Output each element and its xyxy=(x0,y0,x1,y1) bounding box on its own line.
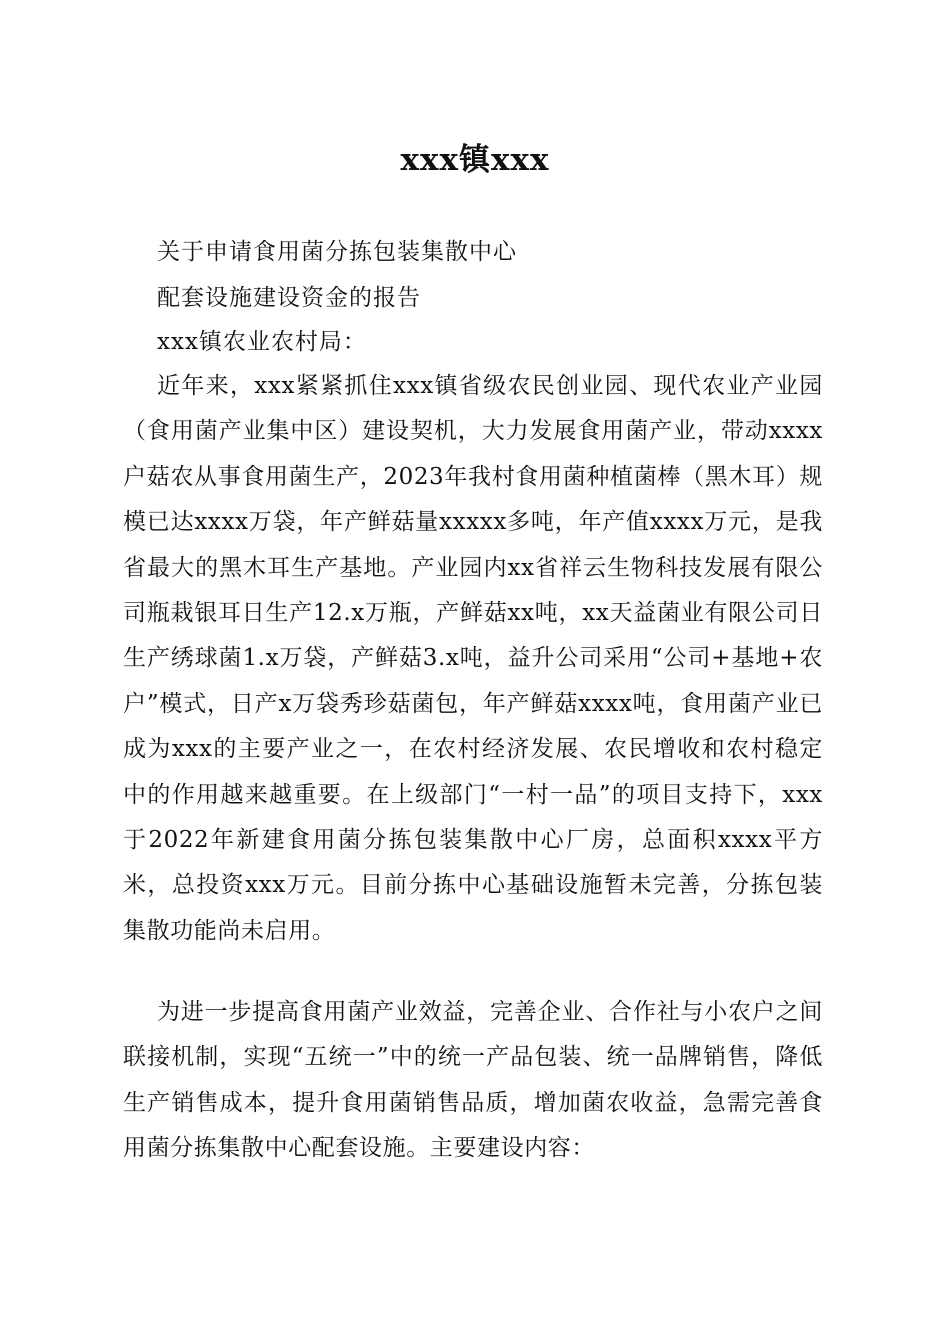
paragraph-1: 近年来，xxx紧紧抓住xxx镇省级农民创业园、现代农业产业园（食用菌产业集中区）建设契机，大力发展食用菌产业，带动xxxx户菇农从事食用菌生产，2023年我村食用菌种植菌棒（黑木耳）规模已达xxxx万袋，年产鲜菇量xxxxx多吨，年产值xxxx万元，是我省最大的黑木耳生产基地。产业园内xx省祥云生物科技发展有限公司瓶栽银耳日生产12.x万瓶，产鲜菇xx吨，xx天益菌业有限公司日生产绣球菌1.x万袋，产鲜菇3.x吨，益升公司采用“公司+基地+农户”模式，日产x万袋秀珍菇菌包，年产鲜菇xxxx吨，食用菌产业已成为xxx的主要产业之一，在农村经济发展、农民增收和农村稳定中的作用越来越重要。在上级部门“一村一品”的项目支持下，xxx于2022年新建食用菌分拣包装集散中心厂房，总面积xxxx平方米，总投资xxx万元。目前分拣中心基础设施暂未完善，分拣包装集散功能尚未启用。 xyxy=(123,373,823,944)
document-title: xxx镇xxx xyxy=(400,142,550,178)
salutation: xxx镇农业农村局： xyxy=(157,329,367,355)
paragraph-2: 为进一步提高食用菌产业效益，完善企业、合作社与小农户之间联接机制，实现“五统一”中的统一产品包装、统一品牌销售，降低生产销售成本，提升食用菌销售品质，增加菌农收益，急需完善食用菌分拣集散中心配套设施。主要建设内容： xyxy=(123,999,823,1162)
report-heading-line-2: 配套设施建设资金的报告 xyxy=(157,285,421,311)
report-heading-line-1: 关于申请食用菌分拣包装集散中心 xyxy=(157,239,517,265)
